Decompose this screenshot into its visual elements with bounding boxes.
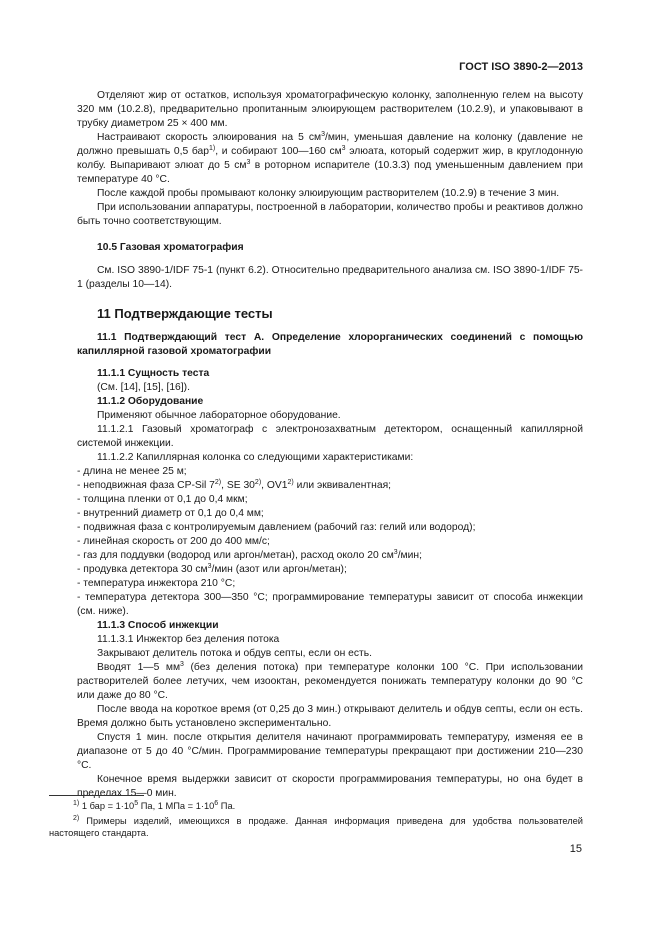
paragraph: Вводят 1—5 $мм^3$ (без деления потока) при температуре колонки 100 °С. При использовании растворителей более летучих, чем изооктан, рекомендуется понижать температуру колонки до 90 °С или даже до 80 °С. xyxy=(77,661,584,701)
paragraph: См. ISO 3890-1/IDF 75-1 (пункт 6.2). Относительно предварительного анализа см. ISO 3890-1/IDF 75-1 (разделы 10—14). xyxy=(77,265,583,290)
section-heading: 11.1.3 Способ инжекции xyxy=(97,620,219,631)
paragraph: 11.1.2.2 Капиллярная колонка со следующими характеристиками: xyxy=(97,452,414,463)
paragraph: 11.1.3.1 Инжектор без деления потока xyxy=(97,634,280,645)
paragraph: 11.1.2.1 Газовый хроматограф с электронозахватным детектором, оснащенный капиллярной системой инжекции. xyxy=(77,424,583,449)
paragraph: Отделяют жир от остатков, используя хроматографическую колонку, заполненную гелем на высоту 320 мм (10.2.8), предварительно пропитанным элюирующем растворителем (10.2.9), и упаковывают в трубку диаметром 25 × 400 мм. xyxy=(77,90,583,129)
section-heading: 11.1 Подтверждающий тест А. Определение хлорорганических соединений с помощью капиллярной газовой хроматографии xyxy=(77,332,583,357)
paragraph: Спустя 1 мин. после открытия делителя начинают программировать температуру, изменяя ее в диапазоне от 5 до 40 °С/мин. Программирование температуры прекращают при достижении 210—230 °С. xyxy=(77,732,583,771)
list-item: - длина не менее 25 м; xyxy=(77,466,187,477)
list-item: - продувка детектора 30 $см^3$/мин (азот или аргон/метан); xyxy=(77,563,347,575)
standard-header: ГОСТ ISO 3890-2—2013 xyxy=(459,61,583,73)
paragraph: После ввода на короткое время (от 0,25 до 3 мин.) открывают делитель и обдув септы, если он есть. Время должно быть установлено экспериментально. xyxy=(77,704,583,729)
list-item: - внутренний диаметр от 0,1 до 0,4 мм; xyxy=(77,508,264,519)
list-item: - газ для поддувки (водород или аргон/метан), расход около 20 $см^3$/мин; xyxy=(77,549,422,561)
paragraph: Конечное время выдержки зависит от скорости программирования температуры, но она будет в пределах 15—0 мин. xyxy=(77,774,583,799)
list-item: - толщина пленки от 0,1 до 0,4 мкм; xyxy=(77,494,248,505)
footnote: $^{2)}$ Примеры изделий, имеющихся в продаже. Данная информация приведена для удобства пользователей настоящего стандарта. xyxy=(49,815,583,838)
page-number: 15 xyxy=(569,843,582,855)
document-body xyxy=(77,89,583,801)
paragraph: Настраивают скорость элюирования на 5 $см^3$/мин, уменьшая давление на колонку (давление не должно превышать 0,5 бар$^{1)}$, и собирают 100—160 $см^3$ элюата, который содержит жир, в круглодонную колбу. Выпаривают элюат до 5 $см^3$ в роторном испарителе (10.3.3) под уменьшенным давлением при температуре 40 °С. xyxy=(77,131,583,185)
section-heading: 11 Подтверждающие тесты xyxy=(97,306,273,321)
section-heading: 11.1.2 Оборудование xyxy=(97,396,204,407)
list-item: - подвижная фаза с контролируемым давлением (рабочий газ: гелий или водород); xyxy=(77,522,476,533)
paragraph: (См. [14], [15], [16]). xyxy=(97,382,190,393)
list-item: - линейная скорость от 200 до 400 мм/с; xyxy=(77,536,270,547)
paragraph: При использовании аппаратуры, построенной в лаборатории, количество пробы и реактивов должно быть точно соответствующим. xyxy=(77,202,583,227)
paragraph: Применяют обычное лабораторное оборудование. xyxy=(97,410,341,421)
section-heading: 10.5 Газовая хроматография xyxy=(97,242,244,253)
paragraph: После каждой пробы промывают колонку элюирующим растворителем (10.2.9) в течение 3 мин. xyxy=(97,188,560,199)
section-heading: 11.1.1 Сущность теста xyxy=(97,368,210,379)
list-item: - температура инжектора 210 °С; xyxy=(77,578,236,589)
footnote: $^{1)}$ 1 бар = $1\cdot 10^5$ Па, 1 МПа = $1\cdot 10^6$ Па. xyxy=(73,800,236,811)
footnote-divider xyxy=(49,795,144,796)
list-item: - неподвижная фаза CP-Sil 7$^{2)}$, SE 30$^{2)}$, OV1$^{2)}$ или эквивалентная; xyxy=(77,479,392,491)
list-item: - температура детектора 300—350 °С; программирование температуры зависит от способа инжекции (см. ниже). xyxy=(77,592,583,617)
paragraph: Закрывают делитель потока и обдув септы, если он есть. xyxy=(97,648,372,659)
